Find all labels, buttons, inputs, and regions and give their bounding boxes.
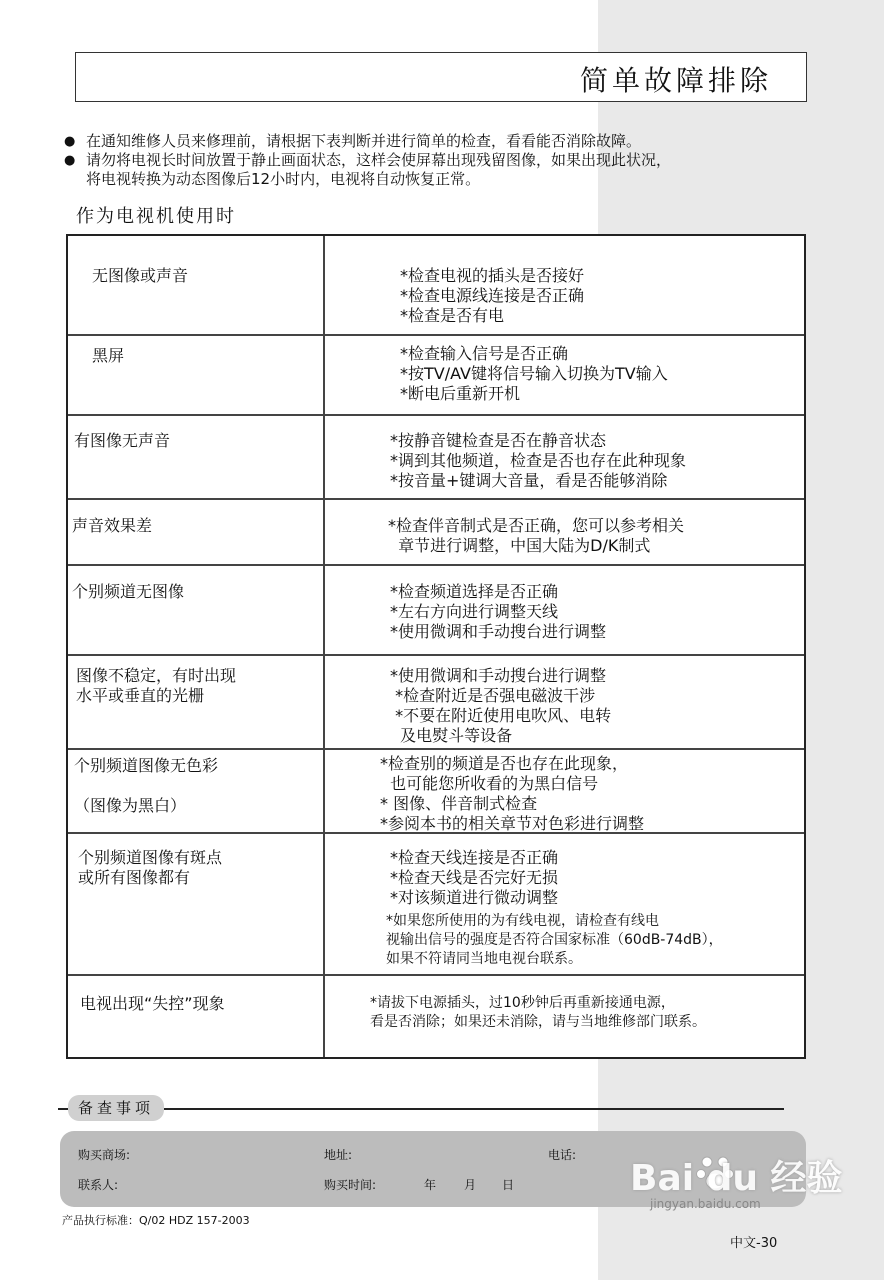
symptom-cell: 个别频道图像有斑点 或所有图像都有 [78,848,223,887]
note-text: 将电视转换为动态图像后12小时内，电视将自动恢复正常。 [86,170,481,188]
remedy-cell: *使用微调和手动搜台进行调整 *检查附近是否强电磁波干涉 *不要在附近使用电吹风、电转 及电熨斗等设备 [390,666,612,745]
memo-label: 备查事项 [68,1095,164,1121]
symptom-cell: 黑屏 [92,346,125,365]
remedy-cell: *检查别的频道是否也存在此现象， 也可能您所收看的为黑白信号 * 图像、伴音制式检查 *参阅本书的相关章节对色彩进行调整 [380,754,645,833]
bullet-icon: ● [64,153,76,168]
address-field: 地址: [324,1148,353,1162]
row-divider [68,974,804,976]
watermark-brand: Bai du 经验 [630,1158,843,1199]
phone-field: 电话: [548,1148,577,1162]
symptom-cell: 电视出现“失控”现象 [80,994,225,1013]
row-divider [68,414,804,416]
remedy-cell: *请拔下电源插头，过10秒钟后再重新接通电源， 看是否消除；如果还未消除，请与当地维修部门联系。 [370,995,706,1030]
note-2 [62,151,822,170]
bullet-icon: ● [64,134,76,149]
troubleshooting-table [66,234,806,1059]
title-box [75,52,807,102]
symptom-cell: 无图像或声音 [92,266,189,285]
intro-notes [62,132,822,189]
column-divider [323,236,325,1057]
product-standard: 产品执行标准：Q/02 HDZ 157-2003 [62,1214,250,1227]
row-divider [68,498,804,500]
store-field: 购买商场: [78,1148,131,1162]
remedy-cell: *检查电视的插头是否接好 *检查电源线连接是否正确 *检查是否有电 [400,266,585,325]
remedy-cell: *检查频道选择是否正确 *左右方向进行调整天线 *使用微调和手动搜台进行调整 [390,582,607,641]
note-text: 请勿将电视长时间放置于静止画面状态，这样会使屏幕出现残留图像，如果出现此状况， [86,151,672,169]
note-text: 在通知维修人员来修理前，请根据下表判断并进行简单的检查，看看能否消除故障。 [86,132,642,150]
remedy-cell: *检查输入信号是否正确 *按TV/AV键将信号输入切换为TV输入 *断电后重新开机 [400,344,668,403]
page-number: 中文-30 [730,1236,778,1251]
month-label: 月 [464,1178,477,1192]
page-title: 简单故障排除 [579,64,772,97]
symptom-cell: 个别频道图像无色彩 （图像为黑白） [74,756,219,815]
symptom-cell: 有图像无声音 [74,431,171,450]
remedy-cell: *检查天线连接是否正确 *检查天线是否完好无损 *对该频道进行微动调整 [390,848,559,907]
remedy-cell: *按静音键检查是否在静音状态 *调到其他频道，检查是否也存在此种现象 *按音量+键调大音量，看是否能够消除 [390,431,687,490]
row-divider [68,334,804,336]
purchase-time-field: 购买时间: [324,1178,377,1192]
symptom-cell: 图像不稳定，有时出现 水平或垂直的光栅 [76,666,237,705]
remedy-cell-extra: *如果您所使用的为有线电视，请检查有线电 视输出信号的强度是否符合国家标准（60dB-74dB）， 如果不符请同当地电视台联系。 [386,913,723,967]
watermark-url: jingyan.baidu.com [650,1197,761,1211]
row-divider [68,654,804,656]
row-divider [68,748,804,750]
symptom-cell: 声音效果差 [72,516,153,535]
remedy-cell: *检查伴音制式是否正确，您可以参考相关 章节进行调整，中国大陆为D/K制式 [388,516,685,555]
section-title: 作为电视机使用时 [76,206,236,227]
note-2-cont [62,170,822,189]
note-1 [62,132,822,151]
row-divider [68,564,804,566]
memo-divider [58,1108,784,1110]
contact-field: 联系人: [78,1178,119,1192]
day-label: 日 [502,1178,515,1192]
year-label: 年 [424,1178,437,1192]
symptom-cell: 个别频道无图像 [72,582,185,601]
